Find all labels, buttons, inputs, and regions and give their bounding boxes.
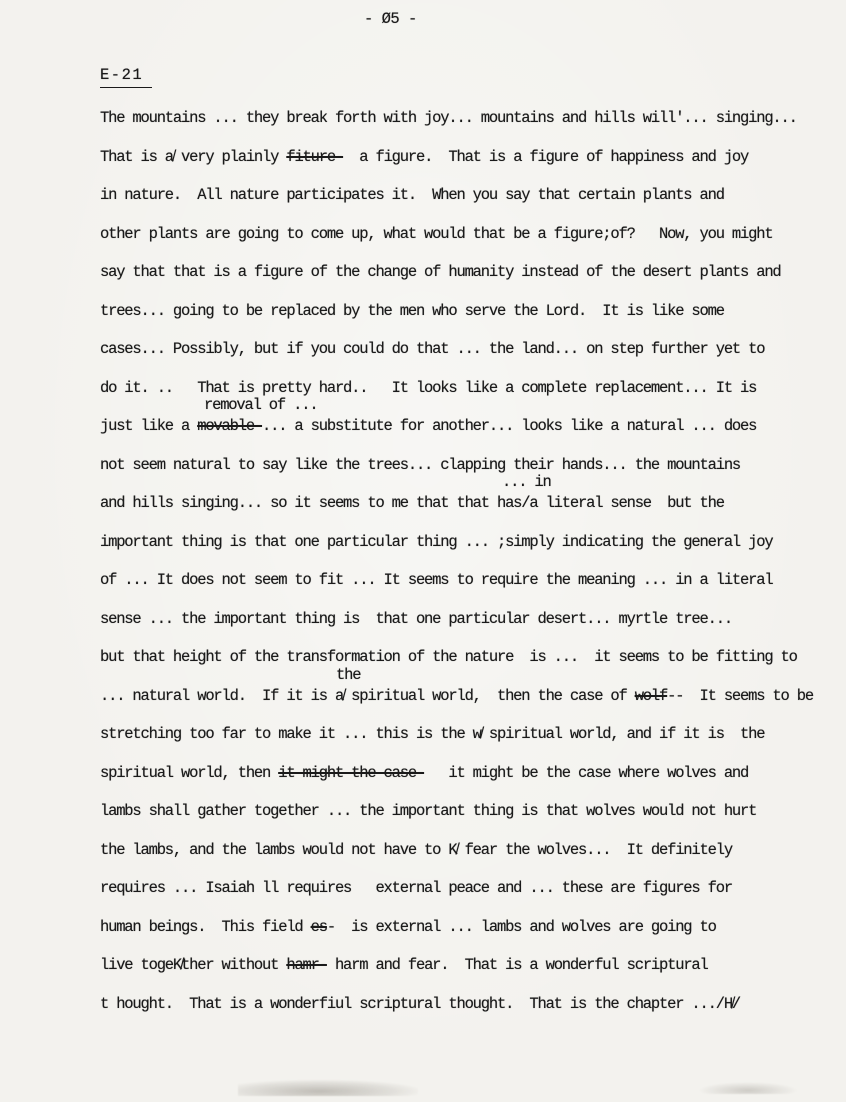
text-segment: it might be the case where wolves and bbox=[424, 763, 749, 782]
typescript-line bbox=[100, 215, 840, 254]
text-segment: of ... It does not seem to fit ... It seems to require the meaning ... in a literal bbox=[100, 571, 773, 589]
typescript-line bbox=[100, 831, 840, 870]
typescript-line bbox=[100, 176, 840, 215]
typescript-line bbox=[100, 253, 840, 292]
text-segment: a figure. That is a figure of happiness and joy bbox=[343, 147, 749, 166]
typescript-line bbox=[100, 985, 840, 1024]
text-segment: the lambs, and the lambs would not have to K̸ fear the wolves... It definitely bbox=[100, 840, 732, 859]
section-heading: E-21 bbox=[100, 66, 152, 88]
typescript-line bbox=[100, 473, 840, 523]
page-number: - Ø5 - bbox=[364, 10, 417, 28]
text-segment: t hought. That is a wonderfiul scriptural thought. That is the chapter .../H̸/ bbox=[100, 994, 741, 1013]
typescript-line bbox=[100, 754, 840, 793]
typescript-line bbox=[100, 561, 840, 600]
typescript-line bbox=[100, 792, 840, 831]
typescript-line bbox=[100, 638, 840, 677]
struck-text: movable- bbox=[197, 417, 263, 435]
text-segment: and hills singing... so it seems to me that that has/a literal sense but the bbox=[100, 494, 724, 512]
text-segment: human beings. This field bbox=[100, 917, 311, 936]
paper-smudge bbox=[238, 1080, 418, 1096]
typescript-line bbox=[100, 600, 840, 639]
typescript-line bbox=[100, 330, 840, 369]
struck-text: fiture- bbox=[286, 147, 344, 166]
text-segment: The mountains ... they break forth with joy... mountains and hills will'... singing... bbox=[100, 109, 797, 127]
struck-text: wolf bbox=[634, 686, 668, 705]
paper-smudge bbox=[698, 1082, 798, 1094]
typescript-line bbox=[100, 446, 840, 485]
typescript-line bbox=[100, 665, 840, 716]
typescript-line bbox=[100, 292, 840, 331]
text-segment: stretching too far to make it ... this is the w̸ spiritual world, and if it is the bbox=[100, 725, 765, 743]
text-segment: ... a substitute for another... looks like a natural ... does bbox=[262, 417, 757, 435]
typescript-line bbox=[100, 396, 840, 446]
text-segment: do it. .. That is pretty hard.. It looks like a complete replacement... It is bbox=[100, 378, 757, 397]
text-segment: just like a bbox=[100, 417, 198, 435]
text-segment: not seem natural to say like the trees... clapping their hands... the mountains bbox=[100, 455, 741, 474]
interline-insertion: ... in bbox=[502, 473, 551, 491]
interline-insertion: the bbox=[336, 665, 361, 684]
text-segment: but that height of the transformation of the nature is ... it seems to be fitting to bbox=[100, 648, 797, 666]
text-segment: trees... going to be replaced by the men who serve the Lord. It is like some bbox=[100, 301, 724, 320]
typescript-line bbox=[100, 523, 840, 562]
text-segment: - is external ... lambs and wolves are going to bbox=[326, 917, 716, 936]
typescript-line bbox=[100, 138, 840, 177]
text-segment: important thing is that one particular thing ... ;simply indicating the general joy bbox=[100, 532, 773, 551]
typescript-line bbox=[100, 869, 840, 908]
text-segment: cases... Possibly, but if you could do that ... the land... on step further yet to bbox=[100, 340, 765, 358]
text-segment: say that that is a figure of the change of humanity instead of the desert plants and bbox=[100, 263, 781, 281]
text-segment: live togeK̸ther without bbox=[100, 956, 287, 974]
text-segment: That is a̸ very plainly bbox=[100, 147, 287, 166]
typescript-line bbox=[100, 908, 840, 947]
struck-text: hamr- bbox=[286, 956, 327, 974]
text-segment: sense ... the important thing is that one particular desert... myrtle tree... bbox=[100, 609, 732, 628]
text-segment: ... natural world. If it is a̸ spiritual world, then the case of bbox=[100, 686, 635, 705]
typescript-body bbox=[100, 99, 840, 1023]
typescript-line bbox=[100, 99, 840, 138]
text-segment: -- It seems to be bbox=[667, 686, 813, 705]
text-segment: spiritual world, then bbox=[100, 763, 279, 782]
typescript-line bbox=[100, 946, 840, 985]
text-segment: lambs shall gather together ... the important thing is that wolves would not hurt bbox=[100, 802, 757, 820]
struck-text: es bbox=[310, 917, 327, 936]
interline-insertion: removal of ... bbox=[204, 396, 318, 414]
struck-text: it might the case- bbox=[278, 763, 425, 782]
text-segment: requires ... Isaiah ll requires external peace and ... these are figures for bbox=[100, 879, 732, 897]
text-segment: harm and fear. That is a wonderful scriptural bbox=[326, 956, 708, 974]
typescript-line bbox=[100, 715, 840, 754]
text-segment: other plants are going to come up, what would that be a figure;of? Now, you might bbox=[100, 224, 773, 243]
text-segment: in nature. All nature participates it. When you say that certain plants and bbox=[100, 186, 724, 204]
